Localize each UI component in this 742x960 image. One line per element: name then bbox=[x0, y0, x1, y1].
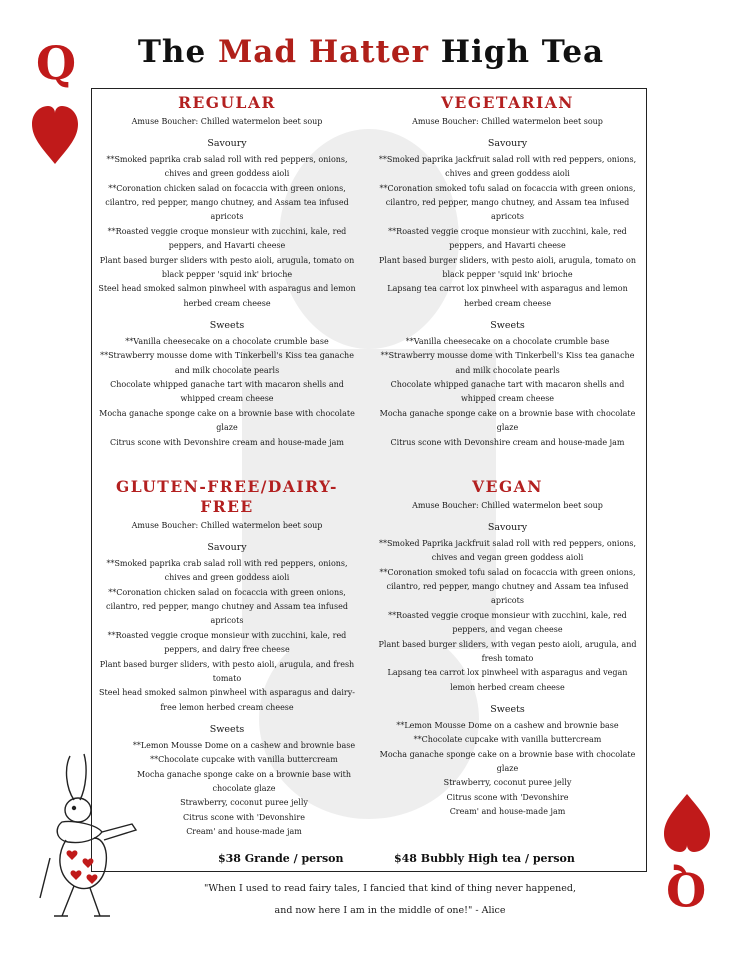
menu-item: Strawberry, coconut puree jelly bbox=[180, 798, 308, 808]
menu-item: Citrus scone with 'Devonshire bbox=[446, 792, 569, 802]
menu-item: **Chocolate cupcake with vanilla buttercream bbox=[413, 735, 602, 745]
section-title: VEGETARIAN bbox=[441, 93, 574, 112]
menu-item: Cream' and house-made jam bbox=[449, 807, 566, 817]
menu-item: **Smoked Paprika jackfruit salad roll with red peppers, onions, chives and vegan green goddess aioli bbox=[378, 538, 637, 563]
menu-item: Steel head smoked salmon pinwheel with asparagus and dairy-free lemon herbed cream cheese bbox=[99, 688, 355, 712]
menu-item: Steel head smoked salmon pinwheel with asparagus and lemon herbed cream cheese bbox=[98, 284, 356, 308]
heart-suit-icon-bottom bbox=[662, 792, 712, 854]
menu-item: **Vanilla cheesecake on a chocolate crumble base bbox=[405, 336, 610, 346]
amuse-text: Amuse Boucher: Chilled watermelon beet soup bbox=[131, 117, 323, 126]
menu-item: Citrus scone with Devonshire cream and house-made jam bbox=[110, 437, 344, 447]
menu-vegetarian bbox=[369, 93, 646, 450]
menu-item: Chocolate whipped ganache tart with macaron shells and whipped cream cheese bbox=[110, 379, 344, 404]
menu-item: Plant based burger sliders with pesto aioli, arugula, tomato on black pepper 'squid ink' brioche bbox=[99, 255, 355, 280]
card-letter-bottom: Q bbox=[666, 862, 707, 916]
sweets-heading: Sweets bbox=[209, 724, 245, 736]
title-part-3: High Tea bbox=[440, 34, 605, 70]
title-part-2: Mad Hatter bbox=[217, 34, 429, 70]
heart-suit-icon bbox=[30, 104, 80, 166]
menu-vegan bbox=[369, 477, 646, 820]
menu-panel bbox=[91, 88, 647, 872]
menu-item: Mocha ganache sponge cake on a brownie base with chocolate glaze bbox=[379, 749, 636, 773]
savoury-heading: Savoury bbox=[207, 542, 247, 554]
menu-item: **Coronation chicken salad on focaccia with green onions, cilantro, red pepper, mango chutney, and Assam tea infused apricots bbox=[105, 183, 349, 222]
card-letter-top: Q bbox=[36, 36, 77, 90]
savoury-heading: Savoury bbox=[487, 138, 528, 150]
menu-item: **Vanilla cheesecake on a chocolate crumble base bbox=[125, 336, 329, 346]
price-grande: $38 Grande / person bbox=[218, 852, 344, 865]
menu-item: Lapsang tea carrot lox pinwheel with asparagus and vegan lemon herbed cream cheese bbox=[387, 668, 628, 692]
menu-item: Chocolate whipped ganache tart with macaron shells and whipped cream cheese bbox=[390, 379, 625, 404]
menu-regular bbox=[92, 93, 362, 450]
section-title: GLUTEN-FREE/DAIRY-FREE bbox=[116, 477, 338, 516]
menu-item: Cream' and house-made jam bbox=[186, 827, 302, 837]
menu-item: Mocha ganache sponge cake on a brownie base with chocolate glaze bbox=[99, 408, 355, 433]
quote-line-2: and now here I am in the middle of one!" - Alice bbox=[274, 905, 506, 916]
menu-item: **Chocolate cupcake with vanilla buttercream bbox=[150, 755, 338, 765]
menu-item: **Smoked paprika crab salad roll with red peppers, onions, chives and green goddess aioli bbox=[106, 558, 348, 583]
section-title: VEGAN bbox=[472, 477, 543, 496]
menu-item: **Roasted veggie croque monsieur with zucchini, kale, red peppers, and Havarti cheese bbox=[388, 226, 627, 251]
quote-line-1: "When I used to read fairy tales, I fancied that kind of thing never happened, bbox=[204, 883, 576, 894]
menu-item: **Roasted veggie croque monsieur with zucchini, kale, red peppers, and dairy free cheese bbox=[107, 630, 347, 655]
menu-item: Lapsang tea carrot lox pinwheel with asparagus and lemon herbed cream cheese bbox=[387, 284, 628, 308]
menu-item: **Lemon Mousse Dome on a cashew and brownie base bbox=[396, 720, 619, 730]
menu-item: Plant based burger sliders, with pesto aioli, arugula, tomato on black pepper 'squid ink' brioche bbox=[379, 255, 636, 280]
amuse-text: Amuse Boucher: Chilled watermelon beet soup bbox=[131, 521, 323, 530]
menu-item: **Lemon Mousse Dome on a cashew and brownie base bbox=[132, 740, 356, 750]
menu-item: Strawberry, coconut puree jelly bbox=[443, 778, 572, 788]
alice-quote bbox=[150, 878, 630, 922]
menu-item: **Smoked paprika crab salad roll with red peppers, onions, chives and green goddess aioli bbox=[106, 154, 348, 179]
savoury-heading: Savoury bbox=[487, 522, 528, 534]
menu-item: Citrus scone with 'Devonshire bbox=[183, 812, 305, 822]
menu-item: **Smoked paprika jackfruit salad roll with red peppers, onions, chives and green goddess aioli bbox=[378, 154, 637, 179]
amuse-text: Amuse Boucher: Chilled watermelon beet soup bbox=[412, 117, 603, 126]
menu-item: **Roasted veggie croque monsieur with zucchini, kale, red peppers, and Havarti cheese bbox=[107, 226, 347, 251]
amuse-text: Amuse Boucher: Chilled watermelon beet soup bbox=[412, 501, 603, 510]
page-title bbox=[0, 34, 742, 70]
menu-item: **Coronation smoked tofu salad on focaccia with green onions, cilantro, red pepper, mango chutney, and Assam tea infused apricots bbox=[379, 183, 636, 222]
menu-item: Mocha ganache sponge cake on a brownie base with chocolate glaze bbox=[379, 408, 636, 433]
price-bubbly: $48 Bubbly High tea / person bbox=[394, 852, 575, 865]
white-rabbit-illustration bbox=[32, 748, 142, 923]
menu-item: **Coronation chicken salad on focaccia with green onions, cilantro, red pepper, mango chutney and Assam tea infused apricots bbox=[105, 587, 348, 626]
menu-item: Citrus scone with Devonshire cream and house-made jam bbox=[390, 437, 625, 447]
sweets-heading: Sweets bbox=[209, 320, 245, 332]
menu-item: Mocha ganache sponge cake on a brownie base with chocolate glaze bbox=[136, 769, 352, 793]
title-part-1: The bbox=[137, 34, 207, 70]
sweets-heading: Sweets bbox=[490, 704, 525, 716]
menu-item: Plant based burger sliders, with pesto aioli, arugula, and fresh tomato bbox=[99, 659, 355, 684]
menu-item: **Strawberry mousse dome with Tinkerbell's Kiss tea ganache and milk chocolate pearls bbox=[100, 351, 354, 375]
menu-item: **Coronation smoked tofu salad on focaccia with green onions, cilantro, red pepper, mango chutney and Assam tea infused apricots bbox=[379, 567, 636, 606]
menu-item: **Strawberry mousse dome with Tinkerbell's Kiss tea ganache and milk chocolate pearls bbox=[380, 351, 635, 375]
section-title: REGULAR bbox=[178, 93, 276, 112]
sweets-heading: Sweets bbox=[490, 320, 525, 332]
menu-item: Plant based burger sliders, with vegan pesto aioli, arugula, and fresh tomato bbox=[378, 639, 637, 664]
menu-item: **Roasted veggie croque monsieur with zucchini, kale, red peppers, and vegan cheese bbox=[388, 610, 627, 635]
savoury-heading: Savoury bbox=[207, 138, 247, 150]
